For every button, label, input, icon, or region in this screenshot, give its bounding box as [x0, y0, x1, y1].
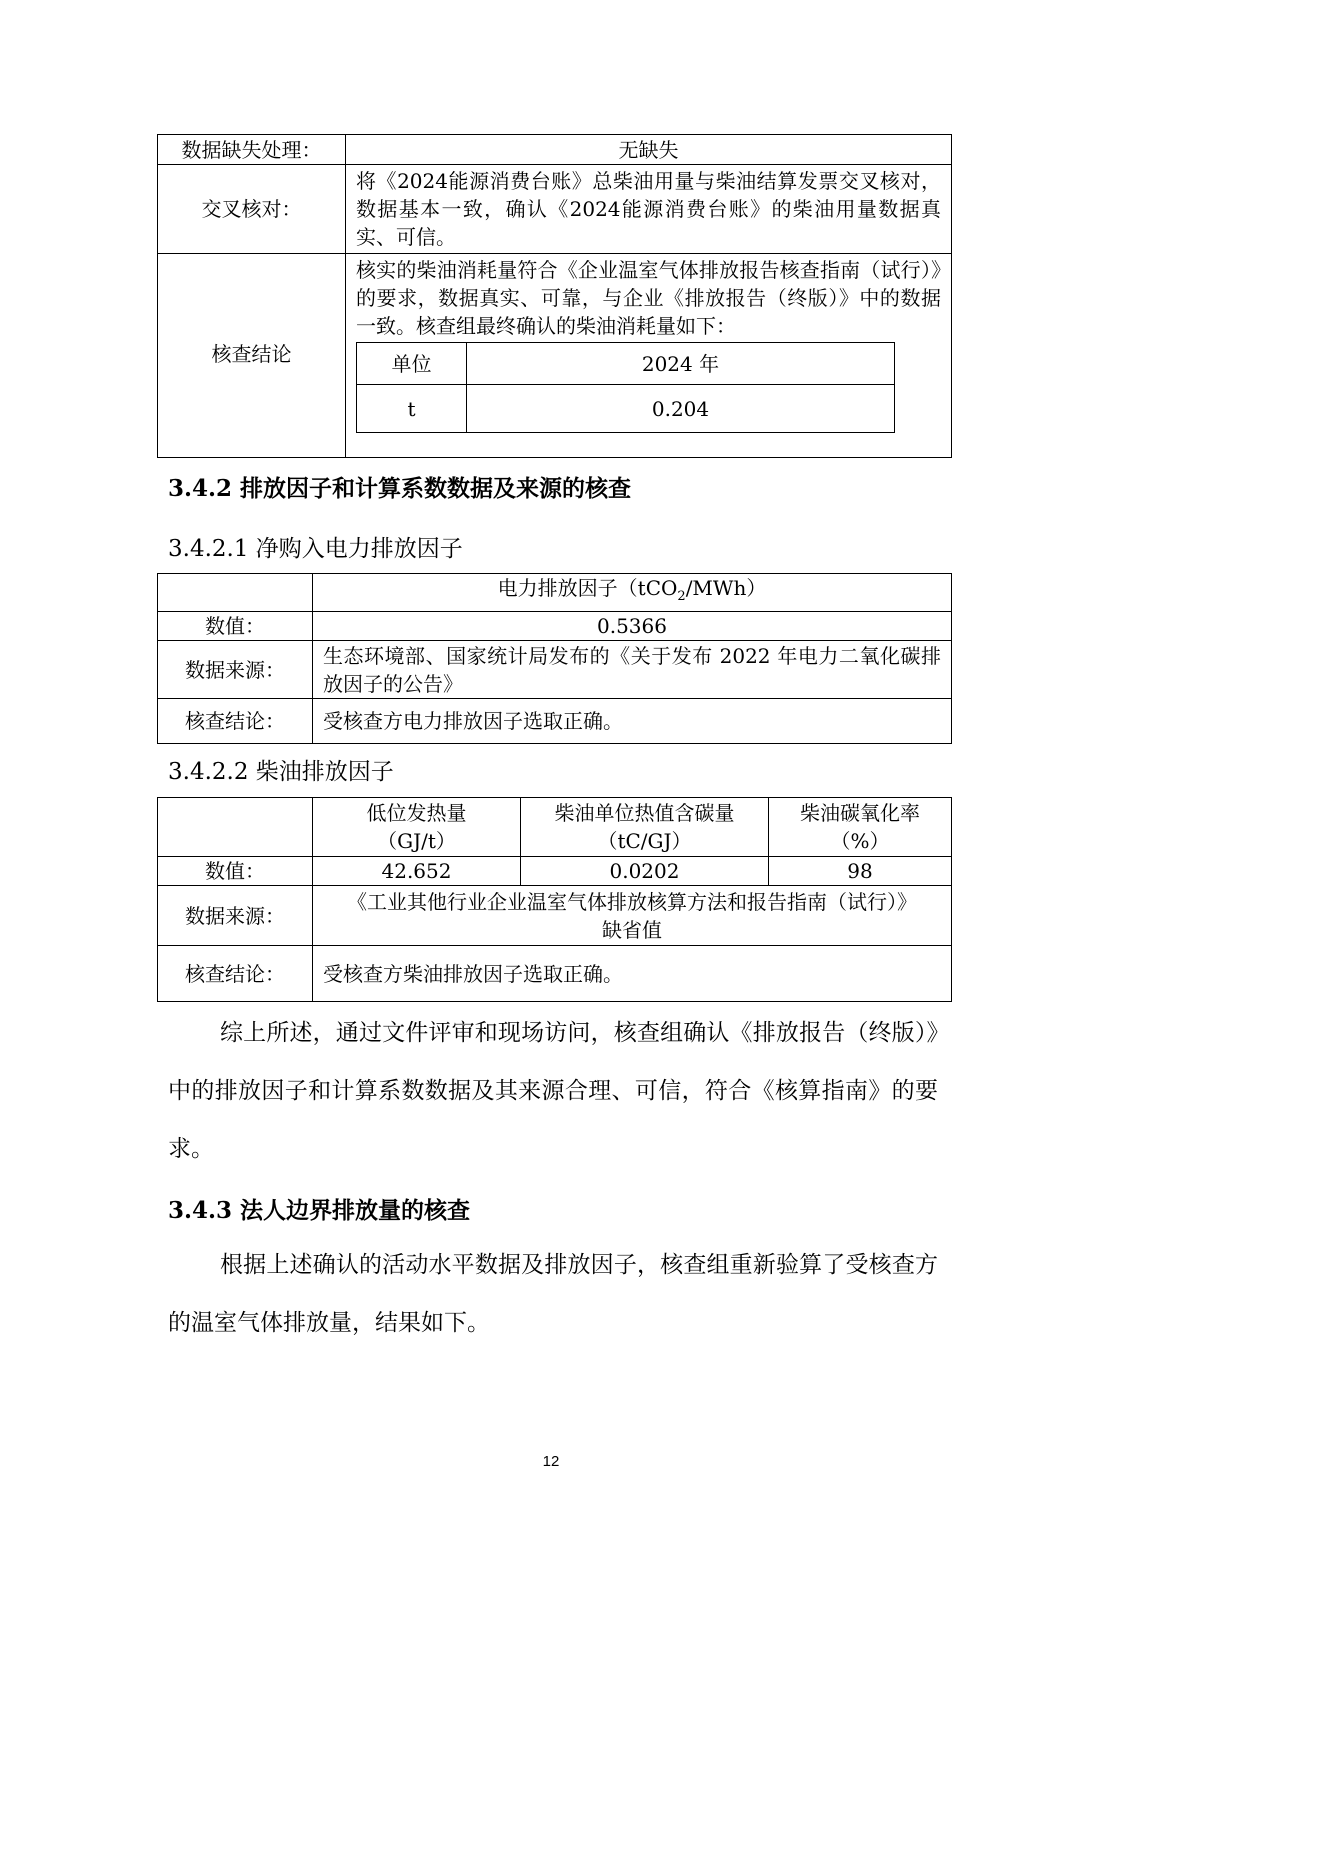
electricity-factor-source: 生态环境部、国家统计局发布的《关于发布 2022 年电力二氧化碳排放因子的公告》 — [313, 641, 952, 699]
carbon-content-header: 柴油单位热值含碳量 （tC/GJ） — [521, 798, 769, 857]
section-heading-3421: 3.4.2.1 净购入电力排放因子 — [168, 536, 463, 562]
conclusion-label: 核查结论： — [158, 946, 313, 1002]
value-label: 数值： — [158, 612, 313, 641]
year-header: 2024 年 — [467, 343, 895, 385]
cross-check-label: 交叉核对： — [158, 165, 346, 254]
conclusion-text: 核实的柴油消耗量符合《企业温室气体排放报告核查指南（试行）》的要求，数据真实、可靠，与企业《排放报告（终版）》中的数据一致。核查组最终确认的柴油消耗量如下： — [356, 258, 941, 338]
oxidation-rate-header: 柴油碳氧化率 （%） — [769, 798, 952, 857]
consumption-value: 0.204 — [467, 385, 895, 433]
section-heading-3422: 3.4.2.2 柴油排放因子 — [168, 759, 394, 785]
carbon-content-value: 0.0202 — [521, 857, 769, 886]
electricity-factor-table — [157, 573, 952, 744]
source-label: 数据来源： — [158, 886, 313, 946]
conclusion-cell — [346, 254, 952, 458]
ncv-header: 低位发热量 （GJ/t） — [313, 798, 521, 857]
diesel-verification-table — [157, 134, 952, 458]
electricity-factor-conclusion: 受核查方电力排放因子选取正确。 — [313, 699, 952, 744]
missing-data-value: 无缺失 — [346, 135, 952, 165]
empty-header-cell — [158, 798, 313, 857]
unit-header: 单位 — [357, 343, 467, 385]
oxidation-rate-value: 98 — [769, 857, 952, 886]
unit-value: t — [357, 385, 467, 433]
missing-data-label: 数据缺失处理： — [158, 135, 346, 165]
ncv-value: 42.652 — [313, 857, 521, 886]
electricity-factor-value: 0.5366 — [313, 612, 952, 641]
page-number: 12 — [542, 1453, 560, 1470]
section-heading-342: 3.4.2 排放因子和计算系数数据及来源的核查 — [168, 475, 632, 502]
emission-paragraph: 根据上述确认的活动水平数据及排放因子，核查组重新验算了受核查方的温室气体排放量，结果如下。 — [168, 1252, 938, 1336]
diesel-factor-table — [157, 797, 952, 1002]
diesel-consumption-table — [356, 342, 895, 433]
section-heading-343: 3.4.3 法人边界排放量的核查 — [168, 1197, 471, 1224]
diesel-factor-conclusion: 受核查方柴油排放因子选取正确。 — [313, 946, 952, 1002]
value-label: 数值： — [158, 857, 313, 886]
empty-header-cell — [158, 574, 313, 612]
summary-paragraph: 综上所述，通过文件评审和现场访问，核查组确认《排放报告（终版）》中的排放因子和计算系数数据及其来源合理、可信，符合《核算指南》的要求。 — [168, 1020, 938, 1162]
electricity-factor-header: 电力排放因子（tCO$_2$/MWh） — [313, 574, 952, 612]
source-label: 数据来源： — [158, 641, 313, 699]
cross-check-value: 将《2024能源消费台账》总柴油用量与柴油结算发票交叉核对，数据基本一致，确认《2024能源消费台账》的柴油用量数据真实、可信。 — [346, 165, 952, 254]
conclusion-label: 核查结论： — [158, 699, 313, 744]
diesel-factor-source: 《工业其他行业企业温室气体排放核算方法和报告指南（试行）》 缺省值 — [313, 886, 952, 946]
conclusion-label: 核查结论 — [158, 254, 346, 458]
